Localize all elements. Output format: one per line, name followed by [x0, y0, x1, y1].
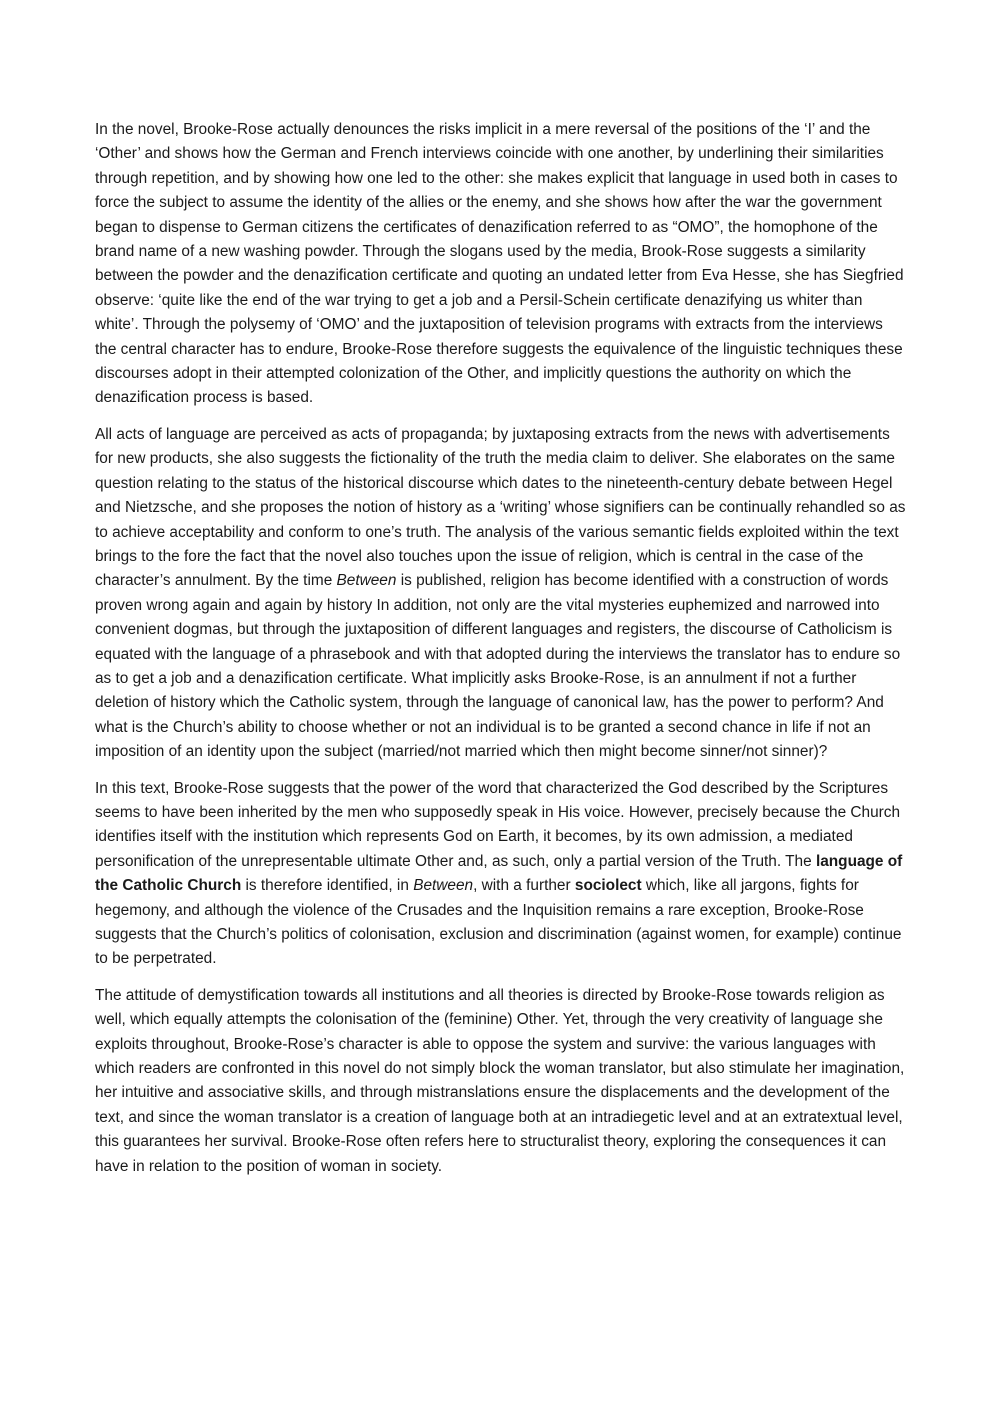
- bold-term: language of the Catholic Church: [95, 852, 903, 895]
- book-title-italic: Between: [336, 572, 397, 590]
- paragraph-1: [95, 118, 907, 411]
- paragraph-text: which, like all jargons, fights for hegemony, and although the violence of the Crusades and the Inquisition remains a rare exception, Brooke-Rose suggests that the Church’s politics of colonisation, exclusion and discrimination (against women, for example) continue to be perpetrated.: [95, 877, 902, 968]
- paragraph-2: [95, 423, 907, 765]
- paragraph-4: [95, 984, 907, 1179]
- paragraph-text: In this text, Brooke-Rose suggests that the power of the word that characterized the God described by the Scriptures seems to have been inherited by the men who supposedly speak in His voice. However, precisely because the Church identifies itself with the institution which represents God on Earth, it becomes, by its own admission, a mediated personification of the unrepresentable ultimate Other and, as such, only a partial version of the Truth. The: [95, 779, 901, 870]
- paragraph-text: All acts of language are perceived as acts of propaganda; by juxtaposing extracts from the news with advertisements for new products, she also suggests the fictionality of the truth the media claim to deliver. She elaborates on the same question relating to the status of the historical discourse which dates to the nineteenth-century debate between Hegel and Nietzsche, and she proposes the notion of history as a ‘writing’ whose signifiers can be continually rehandled so as to achieve acceptability and conform to one’s truth. The analysis of the various semantic fields exploited within the text brings to the fore the fact that the novel also touches upon the issue of religion, which is central in the case of the character’s annulment. By the time: [95, 425, 906, 590]
- book-title-italic: Between: [413, 877, 474, 895]
- paragraph-3: [95, 777, 907, 972]
- paragraph-text: is therefore identified, in: [241, 877, 414, 895]
- document-page: [95, 118, 907, 1191]
- paragraph-text: is published, religion has become identified with a construction of words proven wrong again and again by history In addition, not only are the vital mysteries euphemized and narrowed into convenient dogmas, but through the juxtaposition of different languages and registers, the discourse of Catholicism is equated with the language of a phrasebook and with that adopted during the interviews the translator has to endure so as to get a job and a denazification certificate. What implicitly asks Brooke-Rose, is an annulment if not a further deletion of history which the Catholic system, through the language of canonical law, has the power to perform? And what is the Church’s ability to choose whether or not an individual is to be granted a second chance in life if not an imposition of an identity upon the subject (married/not married which then might become sinner/not sinner)?: [95, 572, 901, 761]
- paragraph-text: The attitude of demystification towards all institutions and all theories is directed by Brooke-Rose towards religion as well, which equally attempts the colonisation of the (feminine) Other. Yet, through the very creativity of language she exploits throughout, Brooke-Rose’s character is able to oppose the system and survive: the various languages with which readers are confronted in this novel do not simply block the woman translator, but also stimulate her imagination, her intuitive and associative skills, and through mistranslations ensure the displacements and the development of the text, and since the woman translator is a creation of language both at an intradiegetic level and at an extratextual level, this guarantees her survival. Brooke-Rose often refers here to structuralist theory, exploring the consequences it can have in relation to the position of woman in society.: [95, 986, 905, 1175]
- bold-term: sociolect: [574, 877, 642, 895]
- paragraph-text: In the novel, Brooke-Rose actually denounces the risks implicit in a mere reversal of the positions of the ‘I’ and the ‘Other’ and shows how the German and French interviews coincide with one another, by underlining their similarities through repetition, and by showing how one led to the other: she makes explicit that language in used both in cases to force the subject to assume the identity of the allies or the enemy, and she shows how after the war the government began to dispense to German citizens the certificates of denazification referred to as “OMO”, the homophone of the brand name of a new washing powder. Through the slogans used by the media, Brook-Rose suggests a similarity between the powder and the denazification certificate and quoting an undated letter from Eva Hesse, she has Siegfried observe: ‘quite like the end of the war trying to get a job and a Persil-Schein certificate denazifying us whiter than white’. Through the polysemy of ‘OMO’ and the juxtaposition of television programs with extracts from the interviews the central character has to endure, Brooke-Rose therefore suggests the equivalence of the linguistic techniques these discourses adopt in their attempted colonization of the Other, and implicitly questions the authority on which the denazification process is based.: [95, 121, 904, 407]
- paragraph-text: , with a further: [473, 877, 575, 895]
